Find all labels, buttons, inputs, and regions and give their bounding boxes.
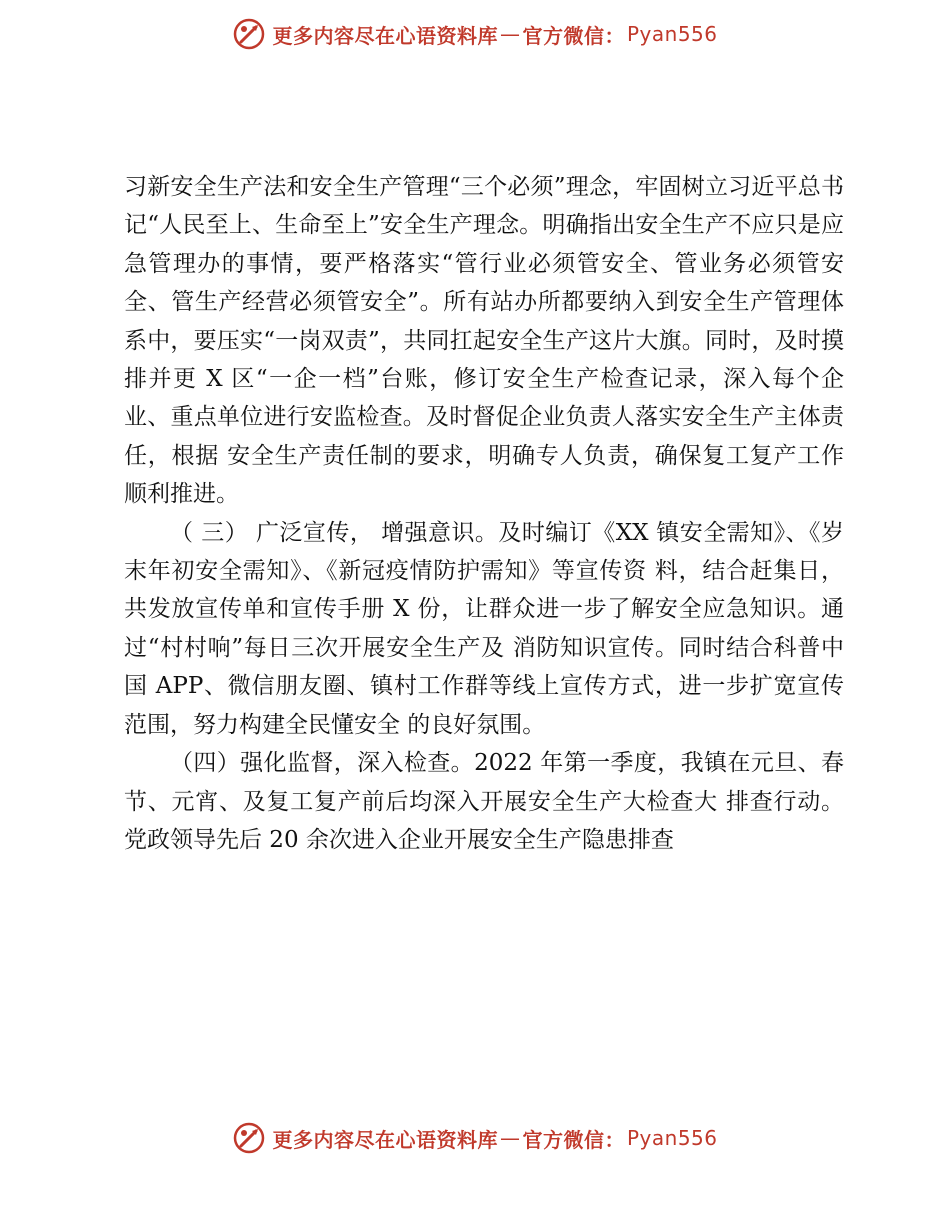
body-paragraph-3: （四）强化监督，深入检查。2022 年第一季度，我镇在元旦、春节、元宵、及复工复产前后均深入开展安全生产大检查大 排查行动。党政领导先后 20 余次进入企业开展安全生产隐患排查 [124, 750, 844, 853]
watermark-separator: — [499, 22, 521, 46]
watermark-label: 官方微信： [522, 1127, 625, 1152]
body-paragraph-2: （ 三） 广泛宣传， 增强意识。及时编订《XX 镇安全需知》、《岁末年初安全需知》、《新冠疫情防护需知》等宣传资 料，结合赶集日，共发放宣传单和宣传手册 X 份，让群众进一步了解安全应急知识。通过“村村响”每日三次开展安全生产及 消防知识宣传。同时结合科普中国 APP、微信朋友圈、镇村工作群等线上宣传方式，进一步扩宽宣传范围，努力构建全民懂安全 的良好氛围。 [124, 519, 844, 738]
footer-watermark [0, 1118, 950, 1158]
watermark-brand: 更多内容尽在心语资料库 [272, 23, 498, 48]
watermark-separator: — [499, 1126, 521, 1150]
watermark-brand: 更多内容尽在心语资料库 [272, 1127, 498, 1152]
header-watermark [0, 14, 950, 54]
pen-logo-icon [232, 17, 266, 51]
document-body [124, 168, 844, 859]
body-paragraph-1: 习新安全生产法和安全生产管理“三个必须”理念，牢固树立习近平总书记“人民至上、生命至上”安全生产理念。明确指出安全生产不应只是应急管理办的事情，要严格落实“管行业必须管安全、管业务必须管安全、管生产经营必须管安全”。所有站办所都要纳入到安全生产管理体系中，要压实“一岗双责”，共同扛起安全生产这片大旗。同时，及时摸排并更 X 区“一企一档”台账，修订安全生产检查记录，深入每个企业、重点单位进行安监检查。及时督促企业负责人落实安全生产主体责任，根据 安全生产责任制的要求，明确专人负责，确保复工复产工作顺利推进。 [124, 174, 844, 508]
pen-logo-icon [232, 1121, 266, 1155]
watermark-wechat-id: Pyan556 [626, 1126, 718, 1150]
watermark-wechat-id: Pyan556 [626, 22, 718, 46]
watermark-label: 官方微信： [522, 23, 625, 48]
